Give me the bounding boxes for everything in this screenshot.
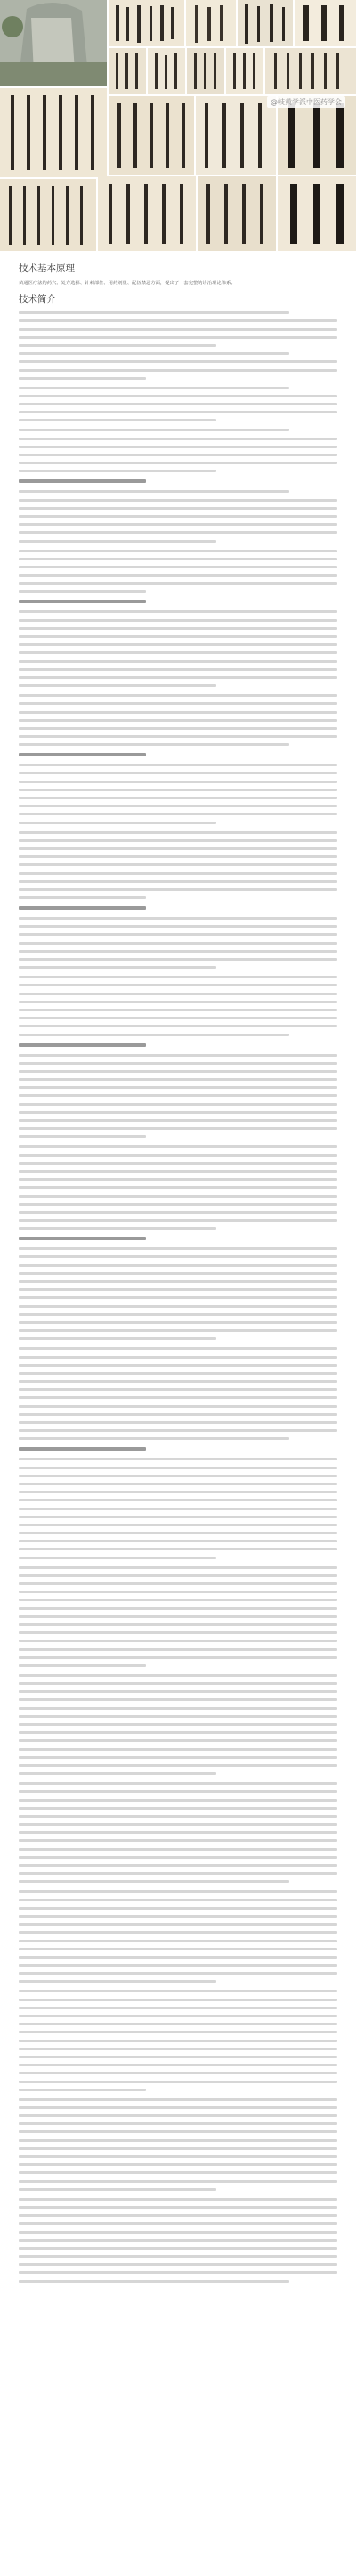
- text-block: [19, 1043, 337, 1139]
- calligraphy-photo: [109, 96, 194, 175]
- text-block: [19, 1566, 337, 1667]
- section-heading: 技术基本原理: [19, 263, 75, 274]
- text-block: [19, 387, 337, 422]
- text-block: [19, 311, 337, 380]
- calligraphy-photo: [198, 176, 276, 251]
- calligraphy-photo: [238, 0, 293, 46]
- calligraphy-photo: [226, 48, 263, 94]
- text-block: [19, 1145, 337, 1230]
- calligraphy-photo: [295, 0, 356, 46]
- text-block: [19, 831, 337, 900]
- text-block: [19, 429, 337, 472]
- calligraphy-photo: [0, 88, 107, 177]
- text-block: [19, 2198, 337, 2283]
- text-block: [19, 976, 337, 1035]
- text-block: [19, 550, 337, 593]
- text-block: [19, 479, 337, 542]
- calligraphy-photo: [187, 48, 224, 94]
- text-block: [19, 1782, 337, 1883]
- calligraphy-photo: [186, 0, 236, 46]
- text-block: [19, 1990, 337, 2090]
- calligraphy-photo: [148, 48, 185, 94]
- calligraphy-photo: [98, 176, 196, 251]
- calligraphy-photo: [278, 96, 356, 175]
- calligraphy-photo: [109, 48, 146, 94]
- calligraphy-photo: [278, 176, 356, 251]
- article-body: [0, 258, 356, 2290]
- text-block: [19, 2098, 337, 2191]
- calligraphy-photo: [0, 179, 96, 251]
- section-heading: 技术简介: [19, 294, 56, 306]
- intro-paragraph: 苗通医疗法的药穴、处方选择、针刺部位、用药剂量、配伍禁忌方面，提出了一套完整的诊治理论体系。: [19, 281, 236, 286]
- text-block: [19, 1237, 337, 1340]
- text-block: [19, 753, 337, 823]
- text-block: [19, 1347, 337, 1440]
- calligraphy-photo: [196, 96, 276, 175]
- image-gallery: [0, 0, 356, 251]
- text-block: [19, 1674, 337, 1775]
- text-block: [19, 600, 337, 687]
- article-section: [0, 261, 356, 2283]
- text-block: [19, 1447, 337, 1558]
- stone-stele-photo: [0, 0, 107, 86]
- calligraphy-photo: [265, 48, 356, 94]
- calligraphy-photo: [109, 0, 184, 46]
- text-block: [19, 1890, 337, 1983]
- text-block: [19, 906, 337, 969]
- text-block: [19, 694, 337, 746]
- watermark: @岐黄学派中医药学会: [267, 96, 345, 108]
